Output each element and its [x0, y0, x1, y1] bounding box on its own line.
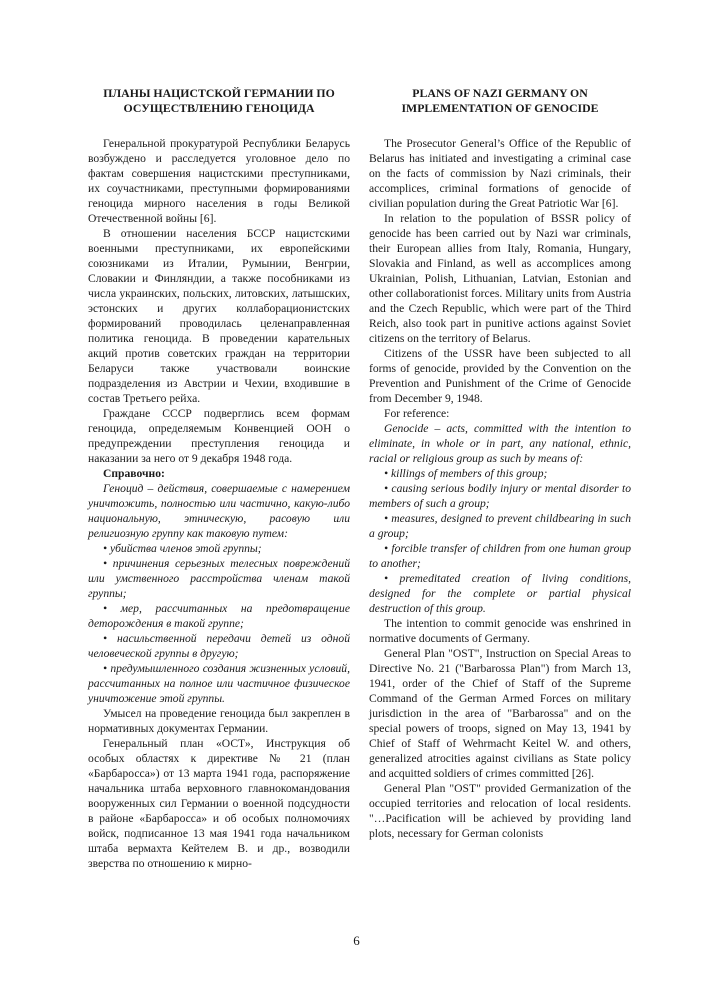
paragraph: For reference:	[384, 407, 450, 420]
list-item: • насильственной передачи детей из одной человеческой группы в другую;	[88, 632, 350, 660]
list-item: • measures, designed to prevent childbearing in such a group;	[369, 512, 631, 540]
russian-title: ПЛАНЫ НАЦИСТСКОЙ ГЕРМАНИИ ПО ОСУЩЕСТВЛЕНИЮ ГЕНОЦИДА	[103, 86, 335, 115]
list-item: • мер, рассчитанных на предотвращение деторождения в такой группе;	[88, 602, 350, 630]
english-body	[369, 136, 631, 841]
reference-label: Справочно:	[103, 467, 165, 480]
paragraph: Генеральной прокуратурой Республики Беларусь возбуждено и расследуется уголовное дело по фактам совершения нацистскими преступниками, их соучастниками, преступными формированиями геноцида мирного населения в годы Великой Отечественной войны [6].	[88, 137, 350, 225]
russian-body	[88, 136, 350, 871]
english-column	[369, 86, 631, 841]
paragraph: The intention to commit genocide was enshrined in normative documents of Germany.	[369, 617, 631, 645]
page-number: 6	[353, 933, 360, 948]
paragraph: Умысел на проведение геноцида был закреплен в нормативных документах Германии.	[88, 707, 350, 735]
list-item: • forcible transfer of children from one human group to another;	[369, 542, 631, 570]
paragraph: Генеральный план «ОСТ», Инструкция об особых областях к директиве № 21 (план «Барбаросса») от 13 марта 1941 года, распоряжение начальника штаба верховного главнокомандования вооруженных сил Германии о военной подсудности в районе «Барбаросса» и об особых полномочиях войск, подписанное 13 мая 1941 года начальником штаба вермахта Кейтелем В. и др., возводили зверства по отношению к мирно-	[88, 737, 350, 870]
english-title: PLANS OF NAZI GERMANY ON IMPLEMENTATION OF GENOCIDE	[401, 86, 599, 115]
list-item: • killings of members of this group;	[384, 467, 548, 480]
list-item: • убийства членов этой группы;	[103, 542, 262, 555]
definition-paragraph: Геноцид – действия, совершаемые с намерением уничтожить, полностью или частично, какую-либо национальную, этническую, расовую или религиозную группу как таковую путем:	[88, 482, 350, 540]
list-item: • causing serious bodily injury or mental disorder to members of such a group;	[369, 482, 631, 510]
paragraph: В отношении населения БССР нацистскими военными преступниками, их европейскими союзниками из Италии, Румынии, Венгрии, Словакии и Финляндии, а также пособниками из числа украинских, польских, литовских, латышских, эстонских и других коллаборационистских формирований проводилась целенаправленная политика геноцида. В проведении карательных акций против советских граждан на территории Беларуси также участвовали воинские подразделения из Австрии и Чехии, входившие в состав Третьего рейха.	[88, 227, 350, 405]
list-item: • premeditated creation of living conditions, designed for the complete or partial physical destruction of this group.	[369, 572, 631, 615]
definition-paragraph: Genocide – acts, committed with the intention to eliminate, in whole or in part, any national, ethnic, racial or religious group as such by means of:	[369, 422, 631, 465]
paragraph: Граждане СССР подверглись всем формам геноцида, определяемым Конвенцией ООН о предупреждении преступления геноцида и наказании за него от 9 декабря 1948 года.	[88, 407, 350, 465]
paragraph: General Plan "OST", Instruction on Special Areas to Directive No. 21 ("Barbarossa Plan") from March 13, 1941, order of the Chief of Staff of the Supreme Command of the German Armed Forces on military jurisdiction in the area of "Barbarossa" and on the special powers of troops, signed on May 13, 1941 by Chief of Staff of Wehrmacht Keitel W. and others, generalized atrocities against civilians as State policy and acquitted soldiers of crimes committed [26].	[369, 647, 631, 780]
russian-column	[88, 86, 350, 871]
paragraph: Citizens of the USSR have been subjected to all forms of genocide, provided by the Convention on the Prevention and Punishment of the Crime of Genocide from December 9, 1948.	[369, 347, 631, 405]
paragraph: General Plan "OST" provided Germanization of the occupied territories and relocation of local residents. "…Pacification will be achieved by providing land plots, necessary for German colonists	[369, 782, 631, 840]
list-item: • причинения серьезных телесных повреждений или умственного расстройства членам такой группы;	[88, 557, 350, 600]
paragraph: In relation to the population of BSSR policy of genocide has been carried out by Nazi war criminals, their European allies from Italy, Romania, Hungary, Slovakia and Finland, as well as accomplices among Ukrainian, Polish, Lithuanian, Latvian, Estonian and other collaborationist forces. Military units from Austria and the Czech Republic, which were part of the Third Reich, also took part in punitive actions against Soviet citizens on the territory of Belarus.	[369, 212, 631, 345]
paragraph: The Prosecutor General’s Office of the Republic of Belarus has initiated and investigating a criminal case on the facts of commission by Nazi criminals, their accomplices, criminal formations of genocide of civilian population during the Great Patriotic War [6].	[369, 137, 631, 210]
list-item: • предумышленного создания жизненных условий, рассчитанных на полное или частичное физическое уничтожение этой группы.	[88, 662, 350, 705]
